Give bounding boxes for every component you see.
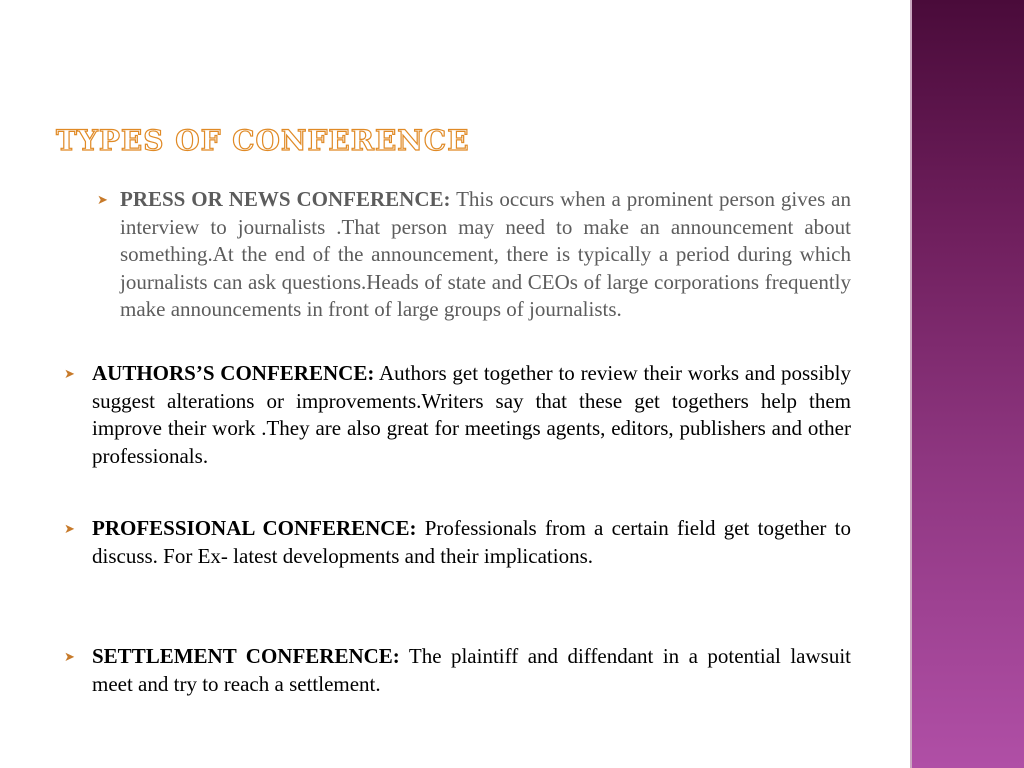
arrow-right-icon: ➤ xyxy=(97,193,108,208)
bullet-press-conference xyxy=(120,186,851,324)
bullet-settlement-conference xyxy=(92,643,851,698)
arrow-right-icon: ➤ xyxy=(64,650,75,665)
arrow-right-icon: ➤ xyxy=(64,522,75,537)
bullet-authors-conference xyxy=(92,360,851,470)
bullet-text: Authors get together to review their works and possibly suggest alterations or improvements.Writers say that these get togethers help them improve their work .They are also great for meetings agents, editors, publishers and other professionals. xyxy=(92,361,851,468)
bullet-text: This occurs when a prominent person gives an interview to journalists .That person may need to make an announcement about something.At the end of the announcement, there is typically a period during which journalists can ask questions.Heads of state and CEOs of large corporations frequently make announcements in front of large groups of journalists. xyxy=(120,187,851,321)
slide-title: TYPES OF CONFERENCE xyxy=(56,124,470,157)
side-decorative-band xyxy=(912,0,1024,768)
bullet-professional-conference xyxy=(92,515,851,570)
bullet-term: SETTLEMENT CONFERENCE: xyxy=(92,644,400,668)
bullet-term: AUTHORS’S CONFERENCE: xyxy=(92,361,375,385)
bullet-text: The plaintiff and diffendant in a potential lawsuit meet and try to reach a settlement. xyxy=(92,644,851,696)
bullet-text: Professionals from a certain field get together to discuss. For Ex- latest developments and their implications. xyxy=(92,516,851,568)
arrow-right-icon: ➤ xyxy=(64,367,75,382)
bullet-term: PRESS OR NEWS CONFERENCE: xyxy=(120,187,451,211)
bullet-term: PROFESSIONAL CONFERENCE: xyxy=(92,516,417,540)
